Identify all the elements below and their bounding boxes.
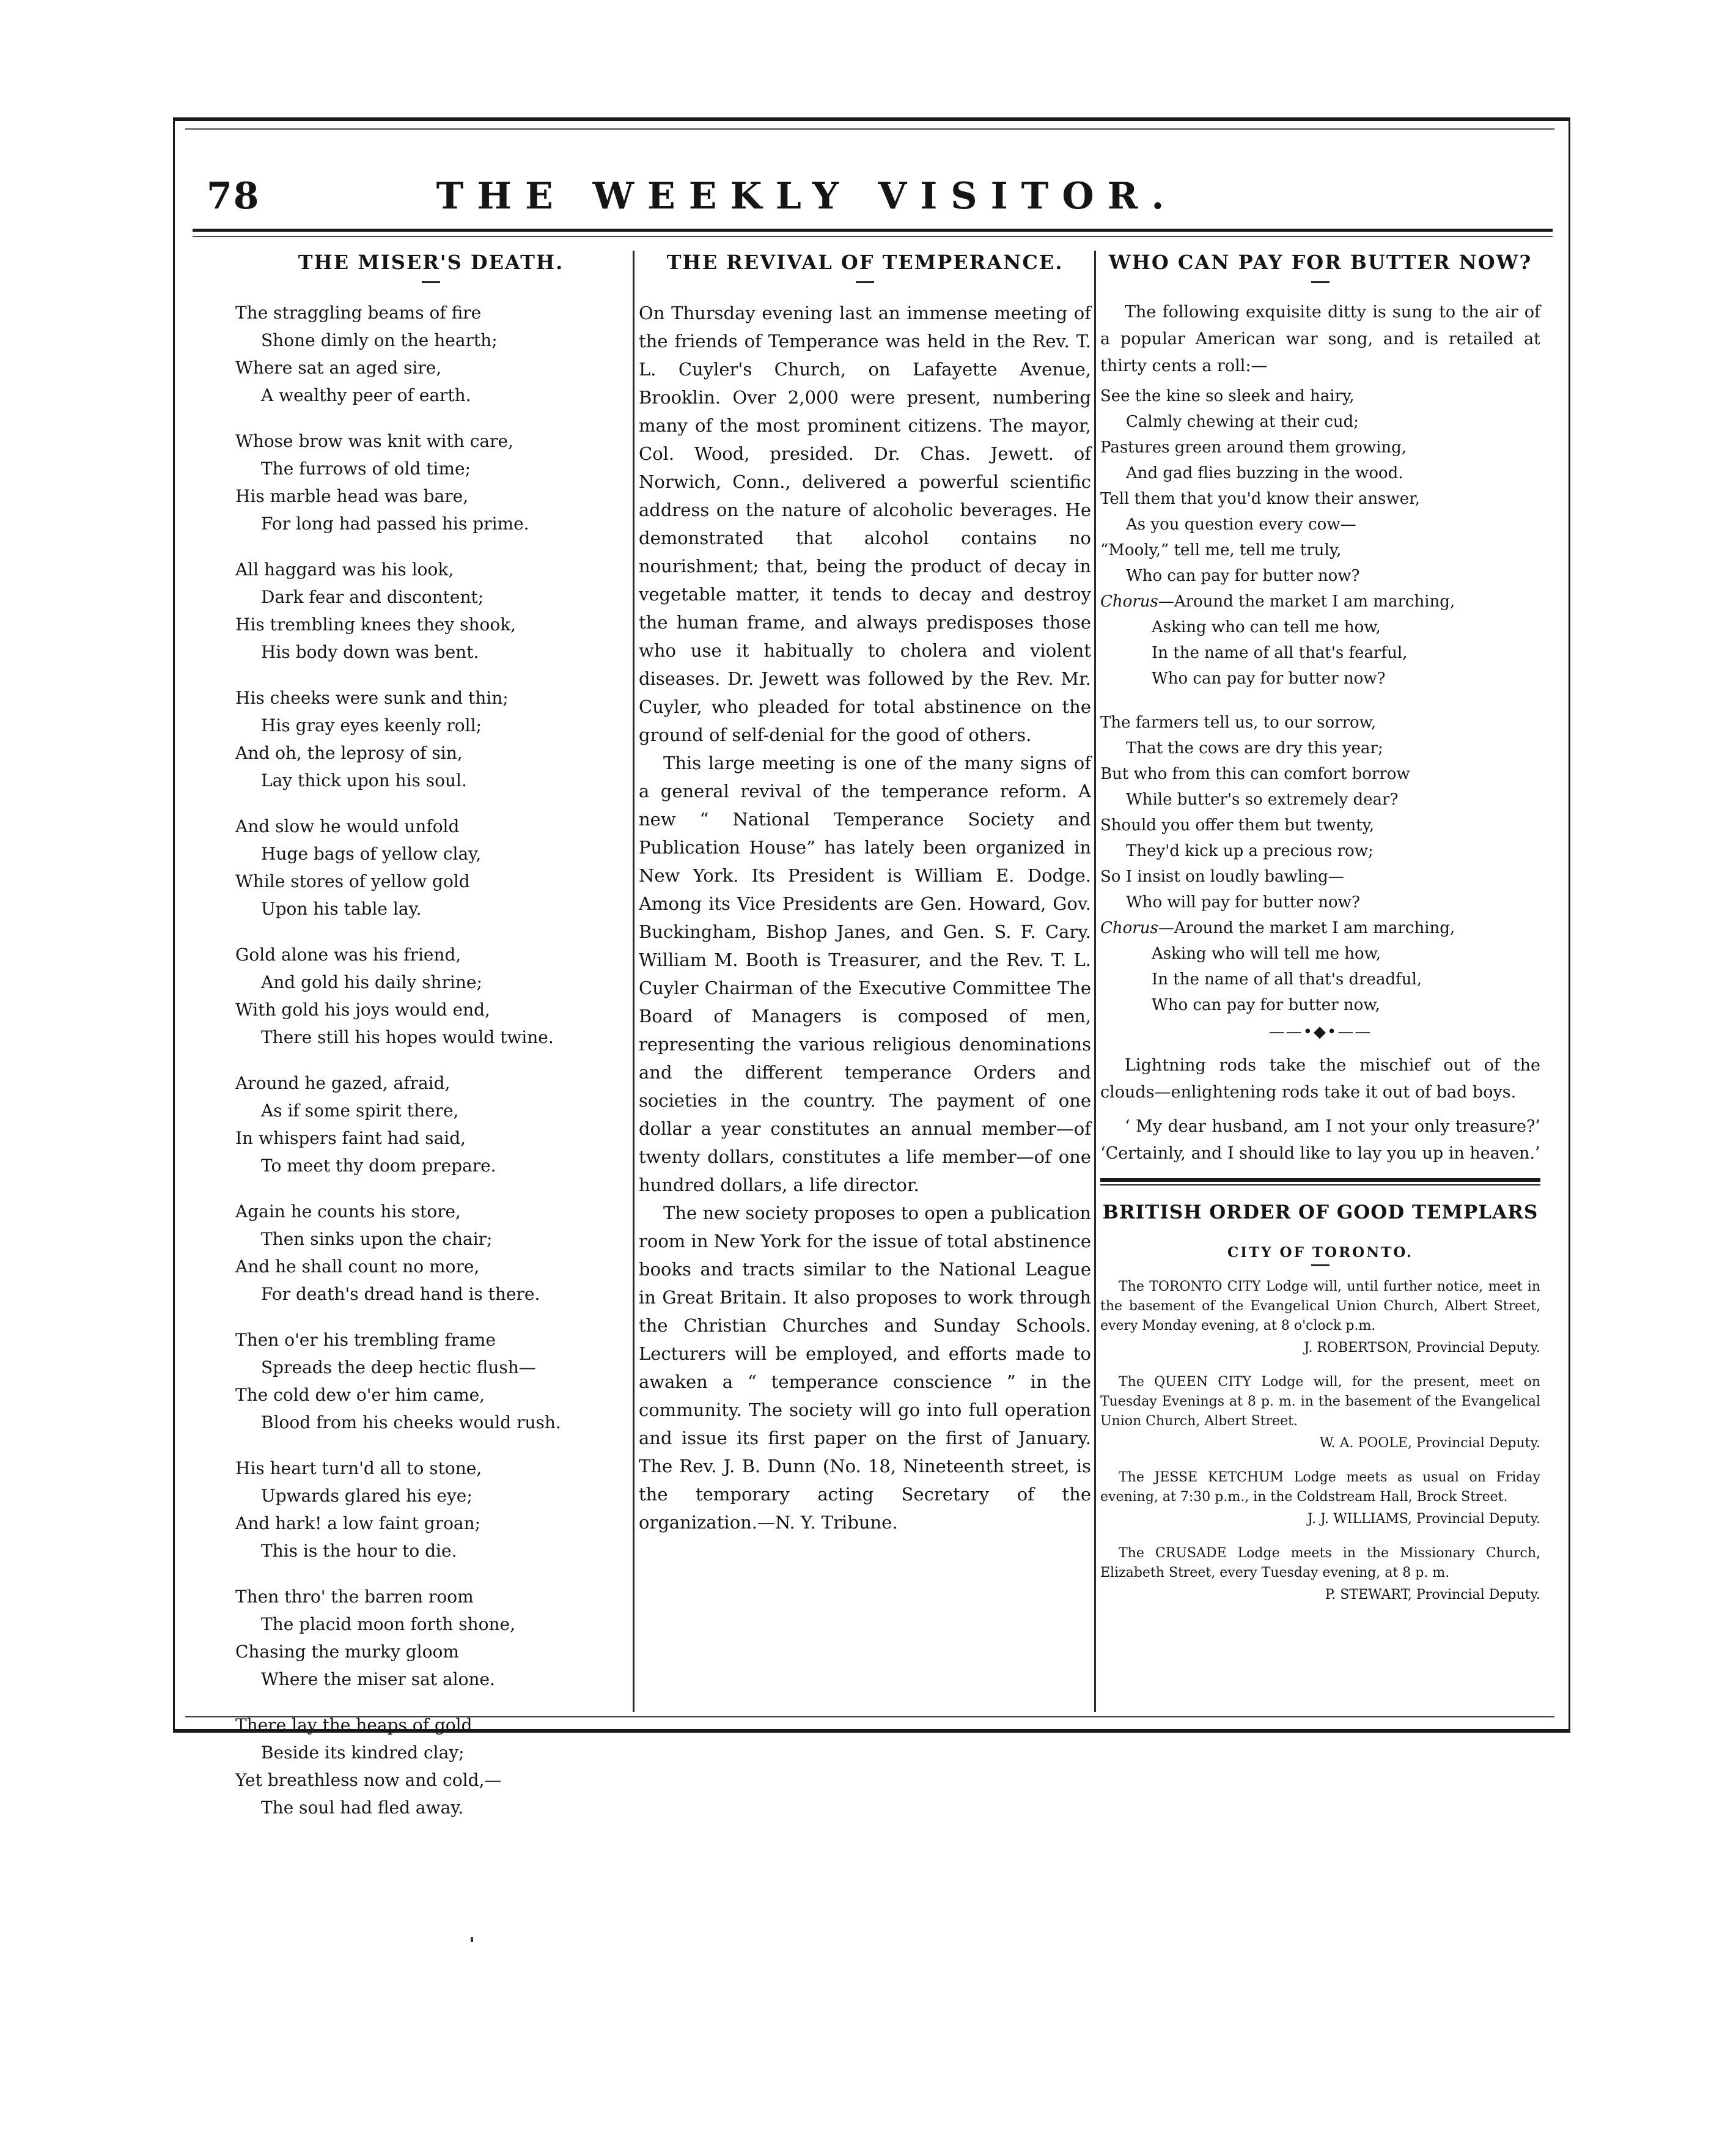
poem-line: In whispers faint had said,: [235, 1128, 466, 1148]
chorus-line: Who can pay for butter now,: [1152, 996, 1380, 1014]
song-verse-2: [1100, 710, 1540, 915]
poem-line: For long had passed his prime.: [261, 514, 529, 534]
poem-line: There lay the heaps of gold: [235, 1715, 473, 1735]
poem-line: His heart turn'd all to stone,: [235, 1458, 482, 1478]
poem-line: Dark fear and discontent;: [261, 587, 484, 607]
poem-line: The straggling beams of fire: [235, 303, 482, 323]
poem-line: Spreads the deep hectic flush—: [261, 1357, 536, 1377]
poem-line: While stores of yellow gold: [235, 871, 470, 891]
song-chorus-2: [1100, 915, 1540, 1018]
song-line: Should you offer them but twenty,: [1100, 816, 1375, 835]
title-dash: [422, 281, 440, 283]
filler-paragraph: ‘ My dear husband, am I not your only treasure?’ ‘Certainly, and I should like to lay you up in heaven.’: [1100, 1117, 1540, 1163]
poem-line: His body down was bent.: [261, 642, 479, 662]
column-divider-2: [1094, 251, 1096, 1712]
poem-line: There still his hopes would twine.: [261, 1027, 554, 1047]
poem-line: This is the hour to die.: [261, 1541, 457, 1561]
poem-line: His marble head was bare,: [235, 486, 469, 506]
poem-line: The soul had fled away.: [261, 1798, 464, 1818]
article-paragraph: This large meeting is one of the many signs of a general revival of the temperance reform. A new “ National Temperance Society and Publication House” has lately been organized in New York. Its President is William E. Dodge. Among its Vice Presidents are Gen. Howard, Gov. Buckingham, Bishop Janes, and Gen. S. F. Cary. William M. Booth is Treasurer, and the Rev. T. L. Cuyler Chairman of the Executive Committee The Board of Managers is composed of men, representing the various religious denominations and the different temperance Orders and societies in the country. The payment of one dollar a year constitutes an annual member—of twenty dollars, constitutes a life member—of one hundred dollars, a life director.: [639, 753, 1091, 1195]
poem-line: And oh, the leprosy of sin,: [235, 743, 463, 763]
poem-stanza: [235, 1326, 627, 1436]
chorus-line: Who can pay for butter now?: [1152, 669, 1386, 688]
article-paragraph: The new society proposes to open a publication room in New York for the issue of total abstinence books and tracts similar to the National League in Great Britain. It also proposes to work through the Christian Churches and Sunday Schools. Lecturers will be employed, and efforts made to awaken a “ temperance conscience ” in the community. The society will go into full operation and issue its first paper on the first of January. The Rev. J. B. Dunn (No. 18, Nineteenth street, is the temporary acting Secretary of the organization.—N. Y. Tribune.: [639, 1203, 1091, 1533]
song-line: Who can pay for butter now?: [1126, 567, 1360, 585]
poem-stanza: [235, 1069, 627, 1179]
poem-stanza: [235, 941, 627, 1051]
poem-line: Shone dimly on the hearth;: [261, 330, 498, 350]
poem-line: Then o'er his trembling frame: [235, 1330, 496, 1350]
column-misers-death: [235, 251, 627, 1840]
poem-stanza: [235, 299, 627, 409]
chorus-label: Chorus: [1100, 919, 1158, 937]
poem-line: Beside its kindred clay;: [261, 1742, 465, 1763]
poem-line: Huge bags of yellow clay,: [261, 844, 482, 864]
poem-body: [235, 299, 627, 1821]
ornament-divider: ——•◆•——: [1268, 1023, 1372, 1041]
poem-line: To meet thy doom prepare.: [261, 1156, 496, 1176]
poem-line: With gold his joys would end,: [235, 1000, 490, 1020]
title-dash: [856, 281, 874, 283]
song-line: So I insist on loudly bawling—: [1100, 868, 1344, 886]
column-revival-of-temperance: [639, 251, 1091, 1536]
song-line: As you question every cow—: [1126, 515, 1356, 534]
chorus-label: Chorus: [1100, 592, 1158, 611]
song-line: See the kine so sleek and hairy,: [1100, 387, 1355, 405]
song-verse-1: [1100, 383, 1540, 589]
chorus-line: —Around the market I am marching,: [1158, 592, 1455, 611]
song-line: Calmly chewing at their cud;: [1126, 413, 1359, 431]
poem-line: Chasing the murky gloom: [235, 1642, 459, 1662]
song-line: “Mooly,” tell me, tell me truly,: [1100, 541, 1342, 559]
poem-line: The furrows of old time;: [261, 459, 471, 479]
poem-line: Then sinks upon the chair;: [261, 1229, 493, 1249]
poem-stanza: [235, 1711, 627, 1821]
poem-line: The placid moon forth shone,: [261, 1614, 515, 1634]
header-rule: [193, 229, 1553, 232]
poem-line: Again he counts his store,: [235, 1201, 461, 1222]
poem-line: Around he gazed, afraid,: [235, 1073, 451, 1093]
poem-title: THE MISER'S DEATH.: [298, 251, 564, 274]
templars-subheading: CITY OF TORONTO.: [1227, 1244, 1414, 1261]
song-title: WHO CAN PAY FOR BUTTER NOW?: [1108, 251, 1532, 274]
poem-line: Yet breathless now and cold,—: [235, 1770, 502, 1790]
poem-stanza: [235, 556, 627, 666]
ink-speck: [471, 1937, 473, 1942]
column-divider-1: [633, 251, 634, 1712]
article-title: THE REVIVAL OF TEMPERANCE.: [666, 251, 1064, 274]
poem-line: Where the miser sat alone.: [261, 1669, 495, 1689]
song-line: That the cows are dry this year;: [1126, 739, 1383, 758]
poem-line: His cheeks were sunk and thin;: [235, 688, 509, 708]
lodge-signature: J. ROBERTSON, Provincial Deputy.: [1304, 1340, 1540, 1355]
chorus-line: Asking who will tell me how,: [1152, 945, 1381, 963]
filler-paragraph: Lightning rods take the mischief out of the clouds—enlightening rods take it out of bad boys.: [1100, 1056, 1540, 1102]
song-line: Who will pay for butter now?: [1126, 893, 1360, 912]
poem-line: And hark! a low faint groan;: [235, 1513, 481, 1533]
section-double-rule: [1100, 1178, 1540, 1185]
chorus-line: —Around the market I am marching,: [1158, 919, 1455, 937]
chorus-line: In the name of all that's fearful,: [1152, 644, 1408, 662]
song-line: But who from this can comfort borrow: [1100, 765, 1410, 783]
masthead-title: THE WEEKLY VISITOR.: [436, 175, 1178, 218]
poem-line: Where sat an aged sire,: [235, 358, 442, 378]
title-dash: [1311, 1264, 1330, 1266]
poem-stanza: [235, 1583, 627, 1693]
poem-line: His trembling knees they shook,: [235, 614, 517, 635]
poem-stanza: [235, 1455, 627, 1565]
chorus-line: In the name of all that's dreadful,: [1152, 970, 1422, 989]
chorus-line: Asking who can tell me how,: [1152, 618, 1381, 636]
templars-heading: BRITISH ORDER OF GOOD TEMPLARS: [1102, 1201, 1539, 1223]
header-rule-thin: [193, 236, 1553, 237]
lodge-signature: J. J. WILLIAMS, Provincial Deputy.: [1307, 1511, 1540, 1527]
poem-line: And slow he would unfold: [235, 816, 460, 836]
poem-line: Upon his table lay.: [261, 899, 422, 919]
page-number: 78: [207, 175, 260, 218]
poem-line: All haggard was his look,: [235, 559, 454, 580]
song-line: And gad flies buzzing in the wood.: [1126, 464, 1403, 482]
song-line: The farmers tell us, to our sorrow,: [1100, 714, 1377, 732]
poem-line: Lay thick upon his soul.: [261, 770, 467, 791]
poem-line: And gold his daily shrine;: [261, 972, 482, 992]
title-dash: [1311, 281, 1330, 283]
song-line: They'd kick up a precious row;: [1126, 842, 1374, 860]
song-line: While butter's so extremely dear?: [1126, 791, 1399, 809]
poem-line: Then thro' the barren room: [235, 1587, 474, 1607]
column-butter-and-templars: [1100, 251, 1540, 1620]
song-line: Tell them that you'd know their answer,: [1100, 490, 1420, 508]
lodge-notice: The QUEEN CITY Lodge will, for the present, meet on Tuesday Evenings at 8 p. m. in the basement of the Evangelical Union Church, Albert Street.: [1100, 1374, 1540, 1429]
poem-line: Upwards glared his eye;: [261, 1486, 473, 1506]
poem-line: As if some spirit there,: [261, 1101, 459, 1121]
song-line: Pastures green around them growing,: [1100, 438, 1407, 457]
lodge-signature: P. STEWART, Provincial Deputy.: [1325, 1587, 1540, 1602]
poem-line: Whose brow was knit with care,: [235, 431, 513, 451]
lodge-notice: The TORONTO CITY Lodge will, until further notice, meet in the basement of the Evangelical Union Church, Albert Street, every Monday evening, at 8 o'clock p.m.: [1100, 1279, 1540, 1333]
poem-line: The cold dew o'er him came,: [235, 1385, 485, 1405]
poem-stanza: [235, 1198, 627, 1308]
lodge-notice: The CRUSADE Lodge meets in the Missionary Church, Elizabeth Street, every Tuesday evening, at 8 p. m.: [1100, 1546, 1540, 1580]
poem-line: For death's dread hand is there.: [261, 1284, 540, 1304]
poem-line: His gray eyes keenly roll;: [261, 715, 482, 736]
article-paragraph: On Thursday evening last an immense meeting of the friends of Temperance was held in the Rev. T. L. Cuyler's Church, on Lafayette Avenue, Brooklin. Over 2,000 were present, numbering many of the most prominent citizens. The mayor, Col. Wood, presided. Dr. Chas. Jewett. of Norwich, Conn., delivered a powerful scientific address on the nature of alcoholic beverages. He demonstrated that alcohol contains no nourishment; that, being the product of decay in vegetable matter, it tends to decay and destroy the human frame, and always predisposes those who use it habitually to cholera and violent diseases. Dr. Jewett was followed by the Rev. Mr. Cuyler, who pleaded for total abstinence on the ground of self-denial for the good of others.: [639, 303, 1091, 745]
poem-line: And he shall count no more,: [235, 1256, 480, 1277]
poem-stanza: [235, 813, 627, 923]
poem-line: A wealthy peer of earth.: [261, 385, 471, 405]
lodge-signature: W. A. POOLE, Provincial Deputy.: [1319, 1436, 1540, 1451]
lodge-notice: The JESSE KETCHUM Lodge meets as usual on Friday evening, at 7:30 p.m., in the Coldstream Hall, Brock Street.: [1100, 1470, 1540, 1505]
song-chorus-1: [1100, 589, 1540, 691]
poem-line: Gold alone was his friend,: [235, 945, 462, 965]
poem-stanza: [235, 684, 627, 794]
song-intro: The following exquisite ditty is sung to the air of a popular American war song, and is retailed at thirty cents a roll:—: [1100, 303, 1540, 375]
poem-stanza: [235, 427, 627, 537]
poem-line: Blood from his cheeks would rush.: [261, 1412, 561, 1433]
